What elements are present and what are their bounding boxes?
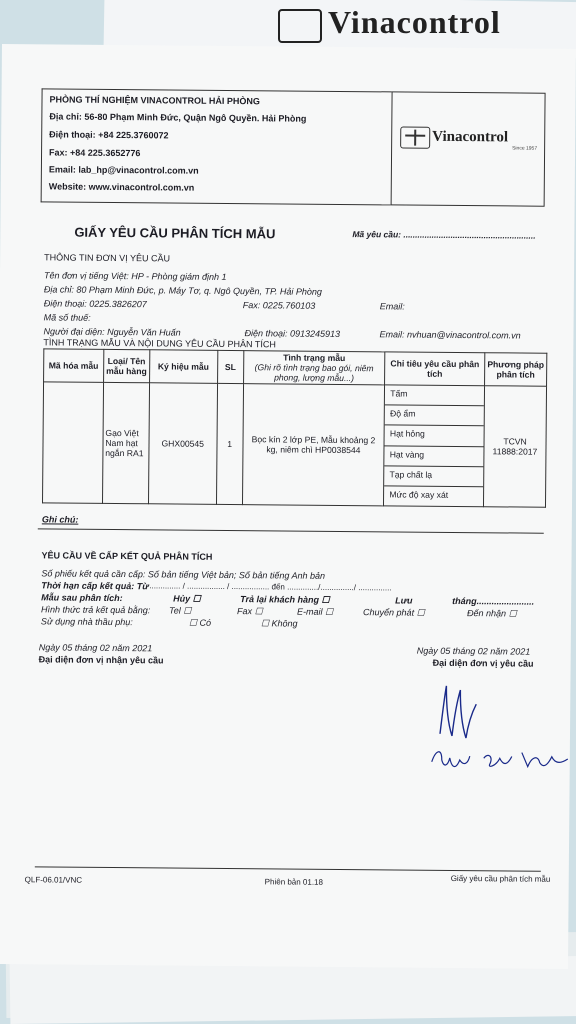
- header-sample-symbol: Ký hiệu mẫu: [149, 350, 217, 384]
- section-results: YÊU CẦU VỀ CẤP KẾT QUẢ PHÂN TÍCH: [41, 550, 213, 562]
- criteria-item: Hạt vàng: [385, 446, 484, 467]
- header-status-title: Tình trạng mẫu: [283, 352, 346, 364]
- left-date: Ngày 05 tháng 02 năm 2021: [38, 642, 153, 654]
- deadline-dots: .............. / ................. / ................. đến ............../.............../ ...............: [149, 581, 392, 593]
- signature-mark: [432, 676, 493, 747]
- document-page: [0, 44, 576, 969]
- section-samples: TÌNH TRẠNG MẪU VÀ NỘI DUNG YÊU CẦU PHÂN TÍCH: [43, 337, 276, 350]
- footer-doc-name: Giấy yêu cầu phân tích mẫu: [450, 873, 551, 884]
- result-copies: Số phiếu kết quả cần cấp: Số bản tiếng Việt bản; Số bản tiếng Anh bản: [41, 568, 326, 581]
- checkbox-icon: ☐: [325, 606, 334, 617]
- header-criteria: Chỉ tiêu yêu cầu phân tích: [385, 352, 485, 386]
- cell-method: TCVN 11888:2017: [483, 386, 546, 508]
- footer-divider: [35, 866, 541, 871]
- cell-name: Gạo Việt Nam hạt ngắn RA1: [102, 382, 149, 503]
- underlying-brand: [278, 4, 501, 43]
- cell-symbol: GHX00545: [148, 383, 217, 505]
- checkbox-icon: ☐: [188, 617, 198, 628]
- header-sample-status: [243, 351, 385, 385]
- logo-box: [391, 91, 546, 206]
- right-date: Ngày 05 tháng 02 năm 2021: [416, 645, 531, 657]
- checkbox-icon: ☐: [192, 593, 201, 604]
- header-method: Phương pháp phân tích: [485, 353, 547, 387]
- delivery-tel[interactable]: [169, 605, 191, 616]
- subcontract-yes-label: Có: [199, 617, 212, 628]
- option-return[interactable]: [240, 594, 330, 606]
- deadline-label: Thời hạn cấp kết quả: Từ: [41, 580, 149, 592]
- delivery-post[interactable]: [363, 607, 425, 619]
- option-keep-label: Lưu: [395, 595, 413, 606]
- criteria-item: Hạt hỏng: [385, 426, 484, 447]
- checkbox-icon: ☐: [321, 594, 330, 605]
- option-cancel-label: Hủy: [173, 593, 191, 604]
- representative: Người đại diện: Nguyễn Văn Huấn: [43, 326, 181, 338]
- header-quantity: SL: [217, 350, 243, 383]
- lab-email: Email: lab_hp@vinacontrol.com.vn: [48, 164, 199, 176]
- delivery-fax[interactable]: [237, 606, 263, 617]
- checkbox-icon: ☐: [416, 607, 425, 618]
- option-return-label: Trả lại khách hàng: [240, 594, 320, 605]
- delivery-tel-label: Tel: [169, 605, 181, 616]
- lab-name: PHÒNG THÍ NGHIỆM VINACONTROL HẢI PHÒNG: [49, 94, 260, 107]
- option-cancel[interactable]: [173, 594, 201, 605]
- criteria-item: Độ ẩm: [385, 406, 484, 427]
- header-status-note: (Ghi rõ tình trạng bao gói, niêm phong, lượng mẫu...): [254, 362, 374, 384]
- cell-code: [42, 382, 103, 504]
- footer-code: QLF-06.01/VNC: [24, 875, 83, 885]
- after-analysis-label: Mẫu sau phân tích:: [41, 592, 123, 604]
- lab-address: Địa chỉ: 56-80 Phạm Minh Đức, Quận Ngô Quyền. Hải Phòng: [49, 111, 307, 124]
- cell-criteria: [384, 385, 485, 507]
- tax-code: Mã số thuế:: [43, 312, 91, 323]
- table-header-row: [44, 349, 547, 386]
- rep-email: Email: nvhuan@vinacontrol.com.vn: [379, 329, 521, 341]
- table-row: [42, 382, 546, 507]
- criteria-item: Mức độ xay xát: [389, 489, 449, 500]
- delivery-email-label: E-mail: [297, 606, 323, 617]
- lab-website: Website: www.vinacontrol.com.vn: [48, 181, 195, 193]
- lab-fax: Fax: +84 225.3652776: [49, 147, 141, 159]
- delivery-pickup-label: Đến nhận: [467, 608, 507, 619]
- footer-version: Phiên bản 01.18: [264, 877, 324, 887]
- rep-phone: Điện thoại: 0913245913: [244, 328, 341, 339]
- delivery-fax-label: Fax: [237, 606, 253, 617]
- subcontract-yes[interactable]: [189, 618, 211, 629]
- unit-fax: Fax: 0225.760103: [242, 300, 316, 311]
- scales-logo-icon: [400, 126, 430, 148]
- criteria-item: Tạp chất lạ: [384, 466, 483, 487]
- lab-phone: Điện thoại: +84 225.3760072: [49, 129, 169, 141]
- since-text: Since 1957: [512, 145, 538, 152]
- brand-text: Vinacontrol: [432, 128, 509, 146]
- checkbox-icon: ☐: [508, 608, 517, 619]
- cell-status: Bọc kín 2 lớp PE, Mẫu khoảng 2 kg, niêm chì HP0038544: [242, 384, 385, 506]
- criteria-list: [384, 385, 484, 506]
- request-no: Mã yêu cầu: ........................................................: [352, 229, 536, 241]
- header-sample-name: Loại/ Tên mẫu hàng: [103, 349, 149, 382]
- left-signer-title: Đại diện đơn vị nhận yêu cầu: [38, 654, 164, 666]
- unit-name: Tên đơn vị tiếng Việt: HP - Phòng giám định 1: [43, 270, 227, 282]
- unit-address: Địa chỉ: 80 Phạm Minh Đức, p. Máy Tơ, q. Ngô Quyền, TP. Hải Phòng: [43, 284, 323, 297]
- delivery-pickup[interactable]: [467, 608, 517, 619]
- right-signer-title: Đại diện đơn vị yêu cầu: [432, 657, 534, 669]
- cell-qty: 1: [216, 383, 243, 504]
- criteria-item: Tấm: [385, 385, 484, 406]
- notes-label: Ghi chú:: [41, 514, 79, 525]
- underlying-brand-text: Vinacontrol: [328, 4, 501, 40]
- subcontract-label: Sử dụng nhà thầu phụ:: [40, 616, 133, 628]
- unit-phone: Điện thoại: 0225.3826207: [43, 298, 147, 310]
- subcontract-no-label: Không: [271, 618, 298, 629]
- delivery-label: Hình thức trả kết quả bằng:: [41, 604, 151, 616]
- option-keep-months: tháng.......................: [452, 595, 535, 607]
- delivery-post-label: Chuyển phát: [363, 607, 415, 618]
- header-sample-code: Mã hóa mẫu: [44, 349, 104, 383]
- unit-email: Email:: [379, 301, 405, 312]
- form-title: GIẤY YÊU CẦU PHÂN TÍCH MẪU: [74, 224, 276, 242]
- notes-divider: [38, 528, 544, 533]
- checkbox-icon: ☐: [260, 618, 270, 629]
- delivery-email[interactable]: [297, 607, 333, 618]
- signature-name-handwritten: [428, 738, 572, 779]
- section-customer: THÔNG TIN ĐƠN VỊ YÊU CẦU: [44, 252, 171, 264]
- subcontract-no[interactable]: [261, 618, 298, 629]
- checkbox-icon: ☐: [183, 605, 192, 616]
- vinacontrol-logo-icon: [278, 9, 322, 43]
- sample-table: [42, 348, 547, 507]
- checkbox-icon: ☐: [254, 606, 263, 617]
